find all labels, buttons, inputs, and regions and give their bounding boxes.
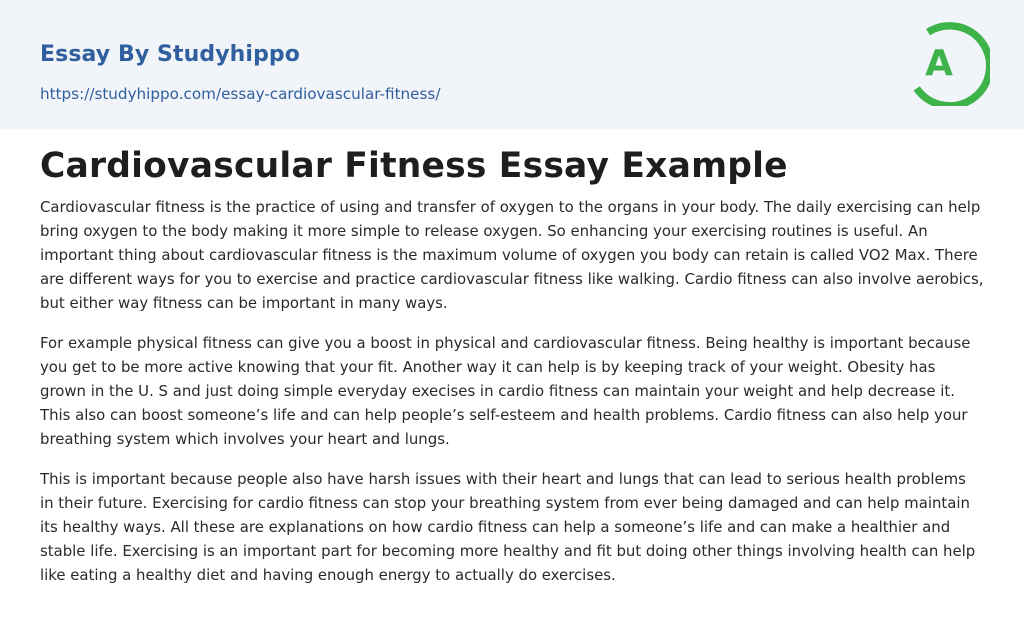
essay-body <box>40 195 984 603</box>
studyhippo-logo-icon[interactable] <box>910 18 990 106</box>
essay-paragraph-2: For example physical fitness can give you a boost in physical and cardiovascular fitness. Being healthy is important because you get to be more active knowing that your fit. Another way it can help is by keeping track of your weight. Obesity has grown in the U. S and just doing simple everyday execises in cardio fitness can maintain your weight and help decrease it. This also can boost someone’s life and can help people’s self-esteem and health problems. Cardio fitness can also help your breathing system which involves your heart and lungs. <box>40 334 971 448</box>
site-header <box>0 0 1024 129</box>
essay-paragraph-1: Cardiovascular fitness is the practice of using and transfer of oxygen to the organs in your body. The daily exercising can help bring oxygen to the body making it more simple to release oxygen. So enhancing your exercising routines is useful. An important thing about cardiovascular fitness is the maximum volume of oxygen you body can retain is called VO2 Max. There are different ways for you to exercise and practice cardiovascular fitness like walking. Cardio fitness can also involve aerobics, but either way fitness can be important in many ways. <box>40 198 984 312</box>
essay-url-link[interactable]: https://studyhippo.com/essay-cardiovascular-fitness/ <box>40 85 441 103</box>
page-title: Cardiovascular Fitness Essay Example <box>40 146 788 186</box>
essay-paragraph-3: This is important because people also have harsh issues with their heart and lungs that can lead to serious health problems in their future. Exercising for cardio fitness can stop your breathing system from ever being damaged and can help maintain its healthy ways. All these are explanations on how cardio fitness can help a someone’s life and can make a healthier and stable life. Exercising is an important part for becoming more healthy and fit but doing other things involving health can help like eating a healthy diet and having enough energy to actually do exercises. <box>40 470 976 584</box>
logo-letter: A <box>925 43 953 84</box>
site-brand[interactable]: Essay By Studyhippo <box>40 42 300 67</box>
